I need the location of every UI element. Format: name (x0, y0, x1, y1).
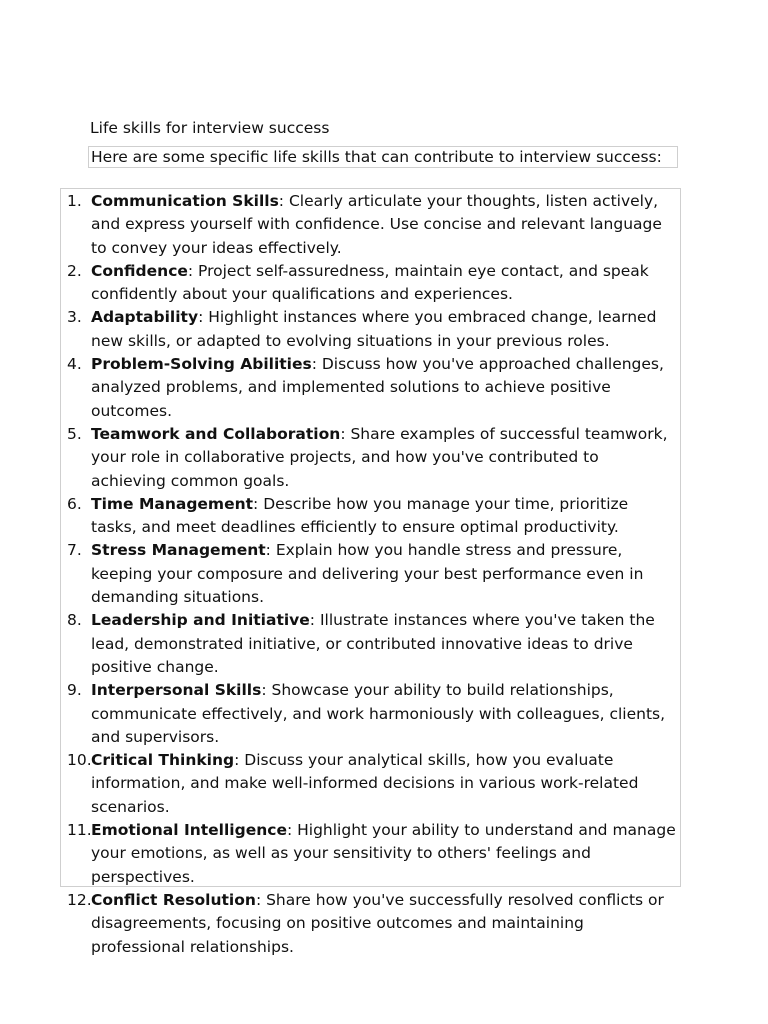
list-item-description: : Showcase your ability to build relationships, communicate effectively, and work harmoniously with colleagues, clients, and supervisors. (91, 681, 666, 746)
list-item-number: 9. (67, 681, 82, 700)
list-item-term: Stress Management (91, 541, 266, 560)
list-item-term: Confidence (91, 261, 188, 280)
list-item-term: Emotional Intelligence (91, 821, 287, 840)
list-item-description: : Illustrate instances where you've taken the lead, demonstrated initiative, or contributed innovative ideas to drive positive change. (91, 611, 655, 676)
list-item-description: : Describe how you manage your time, prioritize tasks, and meet deadlines efficiently to ensure optimal productivity. (91, 494, 629, 537)
list-item-description: : Project self-assuredness, maintain eye contact, and speak confidently about your qualifications and experiences. (91, 261, 649, 304)
list-item-description: : Explain how you handle stress and pressure, keeping your composure and delivering your best performance even in demanding situations. (91, 541, 644, 607)
document-title: Life skills for interview success (90, 119, 330, 137)
list-item-description: : Discuss how you've approached challenges, analyzed problems, and implemented solutions to achieve positive outcomes. (91, 355, 664, 420)
list-item-number: 3. (67, 308, 82, 327)
list-item-number: 4. (67, 355, 82, 374)
list-item (61, 493, 680, 540)
list-item-term: Teamwork and Collaboration (91, 424, 341, 443)
list-item-description: : Share how you've successfully resolved conflicts or disagreements, focusing on positive outcomes and maintaining professional relationships. (91, 890, 664, 956)
list-item-description: : Discuss your analytical skills, how you evaluate information, and make well-informed decisions in various work-related scenarios. (91, 751, 639, 816)
intro-paragraph: Here are some specific life skills that can contribute to interview success: (88, 146, 678, 168)
list-item-number: 6. (67, 494, 82, 513)
list-item-number: 7. (67, 541, 82, 560)
list-item (61, 819, 680, 889)
list-item-number: 8. (67, 611, 82, 630)
list-item-term: Leadership and Initiative (91, 611, 310, 630)
list-item-term: Time Management (91, 494, 254, 513)
list-item-number: 2. (67, 261, 82, 280)
list-item (61, 679, 680, 749)
list-item (61, 190, 680, 260)
list-item-term: Conflict Resolution (91, 890, 256, 909)
list-item-number: 1. (67, 192, 82, 210)
list-item-number: 10. (67, 751, 92, 770)
list-item (61, 889, 680, 959)
list-item-number: 5. (67, 424, 82, 443)
list-item (61, 749, 680, 819)
list-item-description: : Share examples of successful teamwork, your role in collaborative projects, and how you've contributed to achieving common goals. (91, 424, 668, 490)
list-item (61, 306, 680, 353)
list-item-term: Critical Thinking (91, 751, 235, 770)
list-item-description: : Highlight instances where you embraced change, learned new skills, or adapted to evolving situations in your previous roles. (91, 308, 657, 350)
skills-list (60, 188, 681, 956)
list-item-number: 12. (67, 890, 92, 909)
list-item-description: : Clearly articulate your thoughts, listen actively, and express yourself with confidence. Use concise and relevant language to convey your ideas effectively. (91, 192, 662, 257)
list-item-description: : Highlight your ability to understand and manage your emotions, as well as your sensitivity to others' feelings and perspectives. (91, 821, 676, 886)
list-item (61, 423, 680, 493)
list-item-term: Interpersonal Skills (91, 681, 262, 700)
list-item (61, 609, 680, 679)
list-item-number: 11. (67, 821, 92, 840)
list-item-term: Problem-Solving Abilities (91, 355, 312, 374)
list-item (61, 353, 680, 423)
list-item-term: Adaptability (91, 308, 199, 327)
list-item (61, 539, 680, 609)
list-item (61, 260, 680, 307)
list-item-term: Communication Skills (91, 192, 279, 210)
